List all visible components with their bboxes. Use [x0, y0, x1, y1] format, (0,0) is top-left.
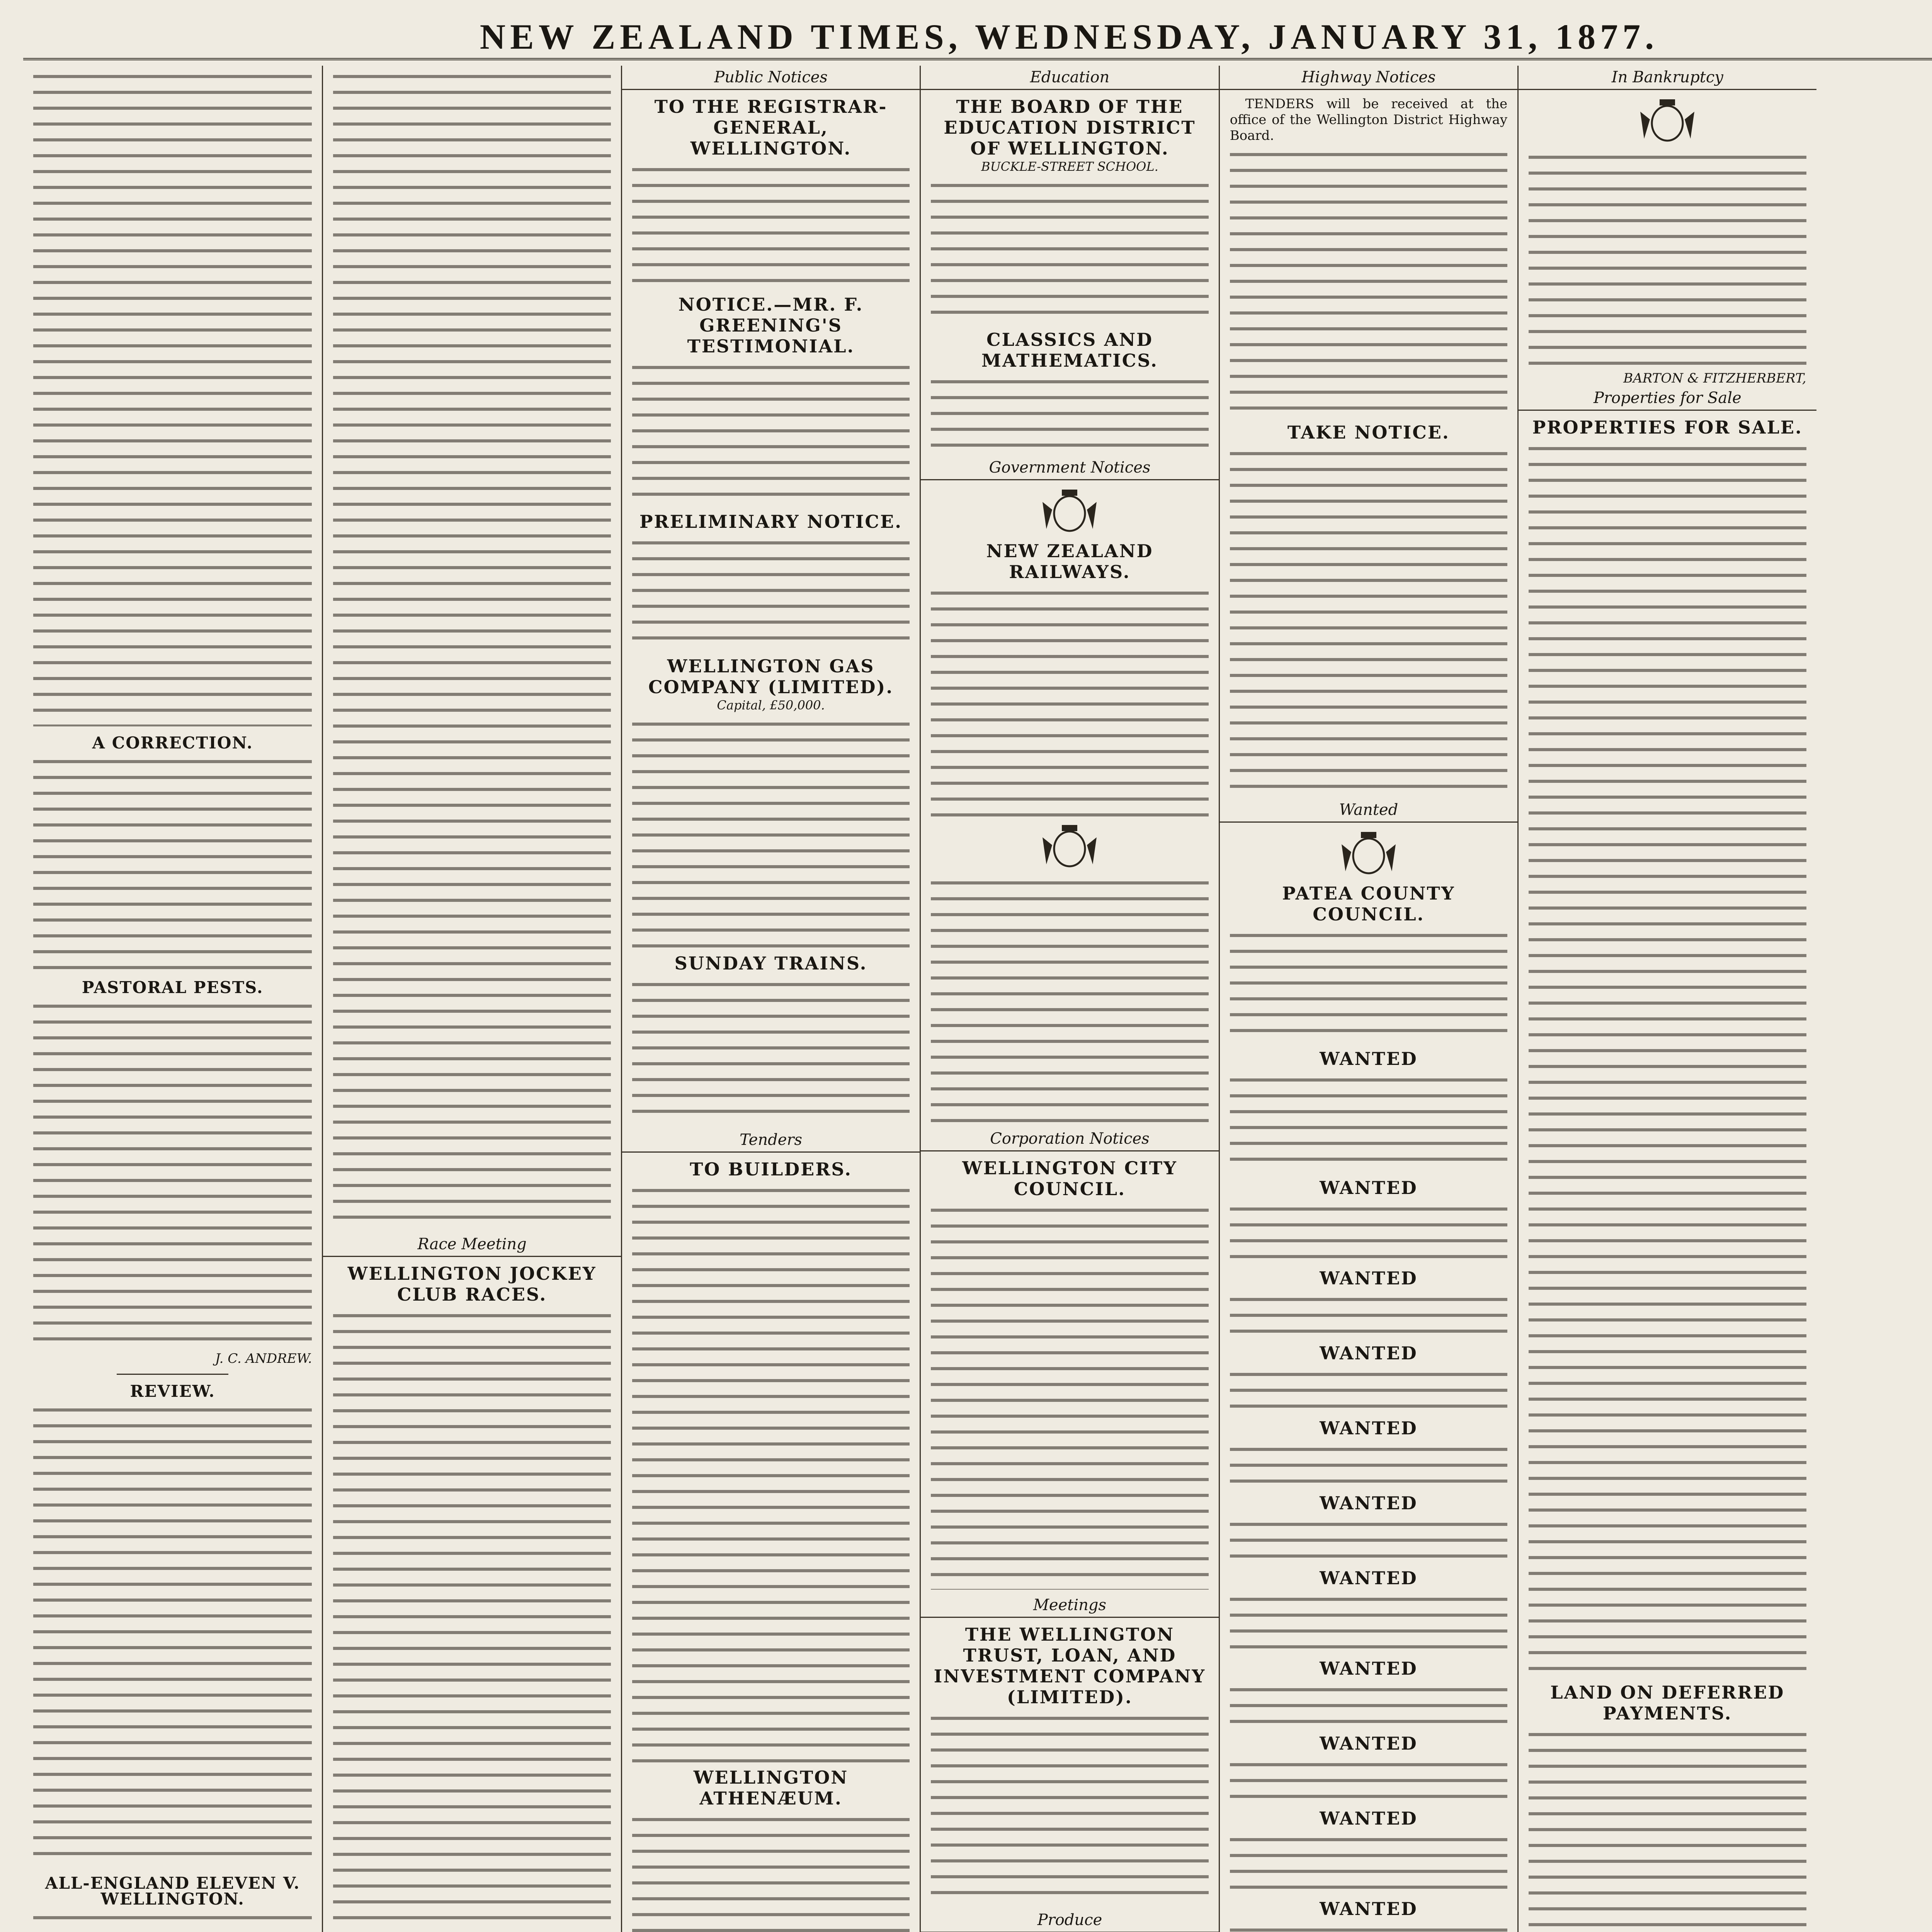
section-title: A CORRECTION.: [92, 733, 253, 752]
column-header: In Bankruptcy: [1519, 66, 1816, 90]
divider: [117, 1374, 228, 1375]
ad-heading: WANTED: [1320, 1658, 1418, 1679]
ad-heading: NEW ZEALAND RAILWAYS.: [986, 541, 1153, 582]
column-3: [621, 66, 920, 1932]
ad-heading: WANTED: [1320, 1808, 1418, 1829]
ad-heading: WANTED: [1320, 1568, 1418, 1588]
text-block: [931, 586, 1208, 818]
ad-heading: NOTICE.—MR. F. GREENING'S TESTIMONIAL.: [678, 294, 864, 357]
text-block: [1230, 1592, 1507, 1654]
text-block: [632, 1184, 910, 1763]
ad-text: TENDERS will be received at the office of the Wellington District Highway Board.: [1230, 96, 1508, 143]
text-block: [931, 375, 1208, 452]
text-block: [1230, 1758, 1507, 1804]
text-block: [1230, 1073, 1507, 1173]
text-block: [931, 876, 1208, 1123]
ad-heading: WELLINGTON CITY COUNCIL.: [962, 1158, 1177, 1199]
text-block: [1230, 1442, 1507, 1489]
section-title: REVIEW.: [130, 1382, 215, 1401]
column-5: [1219, 66, 1517, 1932]
section-header: Meetings: [921, 1594, 1218, 1618]
masthead-title: NEW ZEALAND TIMES, WEDNESDAY, JANUARY 31, 1877.: [480, 17, 1659, 56]
text-block: [1230, 1202, 1507, 1264]
text-block: [1230, 1367, 1507, 1414]
text-block: [931, 1203, 1208, 1590]
section-title: PASTORAL PESTS.: [82, 978, 264, 997]
text-block: [632, 361, 910, 507]
text-block: [1230, 1517, 1507, 1564]
royal-crest-icon: [1633, 96, 1702, 146]
ad-heading: WANTED: [1320, 1493, 1418, 1514]
ad-heading: SUNDAY TRAINS.: [674, 953, 867, 974]
text-block: [1230, 447, 1507, 794]
royal-crest-icon: [1334, 829, 1403, 879]
text-block: [632, 163, 910, 290]
text-block: [1230, 1923, 1507, 1932]
masthead: [23, 15, 1932, 60]
ad-heading: PROPERTIES FOR SALE.: [1532, 417, 1803, 438]
ad-heading: WELLINGTON JOCKEY CLUB RACES.: [347, 1263, 597, 1305]
text-block: [1529, 1728, 1806, 1932]
text-block: [1230, 1293, 1507, 1339]
text-block: [632, 1813, 910, 1932]
column-header: Public Notices: [622, 66, 920, 90]
text-block: [931, 179, 1208, 325]
column-header: Highway Notices: [1220, 66, 1517, 90]
ad-subheading: Capital, £50,000.: [717, 698, 825, 713]
text-block: [1529, 442, 1806, 1678]
page-columns: [23, 66, 1932, 1932]
ad-heading: WANTED: [1320, 1898, 1418, 1919]
column-6: [1517, 66, 1816, 1932]
text-block: [1230, 148, 1507, 418]
text-block: [632, 536, 910, 652]
royal-crest-icon: [1035, 486, 1104, 537]
signature: J. C. ANDREW.: [215, 1351, 312, 1366]
column-1: [23, 66, 322, 1932]
section-header: Corporation Notices: [921, 1127, 1218, 1151]
ad-heading: TAKE NOTICE.: [1287, 422, 1450, 443]
text-block: [1230, 929, 1507, 1044]
ad-subheading: BUCKLE-STREET SCHOOL.: [981, 159, 1158, 174]
section-header: Properties for Sale: [1519, 386, 1816, 411]
text-block: [33, 1911, 312, 1932]
ad-heading: THE BOARD OF THE EDUCATION DISTRICT OF WELLINGTON.: [944, 96, 1196, 159]
text-block: [632, 978, 910, 1124]
text-block: [931, 1711, 1208, 1905]
ad-heading: LAND ON DEFERRED PAYMENTS.: [1550, 1682, 1785, 1724]
text-block: [1230, 1833, 1507, 1895]
ad-heading: PATEA COUNTY COUNCIL.: [1282, 883, 1455, 925]
ad-heading: WANTED: [1320, 1418, 1418, 1439]
ad-heading: WANTED: [1320, 1268, 1418, 1289]
ad-heading: PRELIMINARY NOTICE.: [639, 511, 903, 532]
text-block: [1529, 150, 1806, 367]
column-4: [920, 66, 1218, 1932]
text-block: [333, 70, 611, 1229]
text-block: [33, 1403, 312, 1867]
ad-heading: WANTED: [1320, 1177, 1418, 1198]
section-header: Tenders: [622, 1128, 920, 1153]
ad-heading: TO BUILDERS.: [690, 1159, 852, 1180]
ad-heading: WELLINGTON GAS COMPANY (LIMITED).: [648, 656, 894, 697]
text-block: [33, 70, 312, 726]
section-header: Wanted: [1220, 798, 1517, 823]
column-2: [322, 66, 621, 1932]
text-block: [333, 1309, 611, 1927]
text-block: [632, 717, 910, 949]
section-header: Produce: [921, 1908, 1218, 1932]
ad-heading: THE WELLINGTON TRUST, LOAN, AND INVESTMENT COMPANY (LIMITED).: [934, 1624, 1206, 1708]
ad-heading: CLASSICS AND MATHEMATICS.: [981, 329, 1158, 371]
signature: BARTON & FITZHERBERT,: [1623, 371, 1806, 386]
text-block: [33, 999, 312, 1347]
ad-heading: WANTED: [1320, 1343, 1418, 1364]
ad-heading: WANTED: [1320, 1733, 1418, 1754]
section-header: Race Meeting: [323, 1233, 621, 1257]
ad-heading: WANTED: [1320, 1048, 1418, 1069]
column-header: Education: [921, 66, 1218, 90]
ad-heading: WELLINGTON ATHENÆUM.: [693, 1767, 849, 1809]
section-header: Government Notices: [921, 456, 1218, 480]
text-block: [33, 755, 312, 971]
ad-heading: TO THE REGISTRAR-GENERAL, WELLINGTON.: [654, 96, 888, 159]
royal-crest-icon: [1035, 822, 1104, 872]
text-block: [1230, 1683, 1507, 1729]
section-title: ALL-ENGLAND ELEVEN V. WELLINGTON.: [45, 1874, 300, 1908]
